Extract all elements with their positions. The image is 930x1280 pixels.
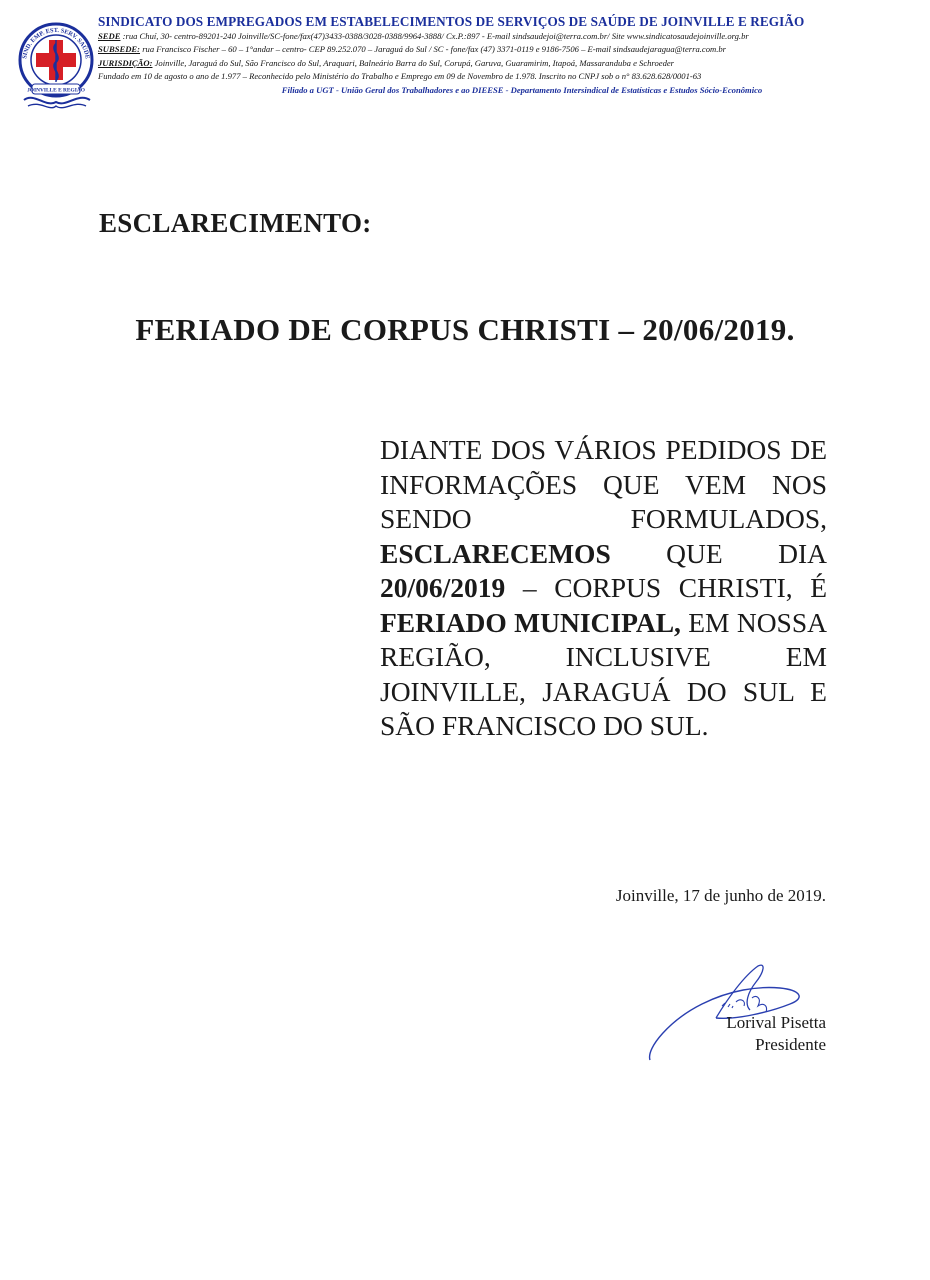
body-text-1: DIANTE DOS VÁRIOS PEDIDOS DE INFORMAÇÕES QUE VEM NOS SENDO FORMULADOS, [380, 434, 827, 534]
signature-block [726, 1012, 826, 1056]
document-heading: ESCLARECIMENTO: [99, 208, 372, 238]
subsede-label: SUBSEDE: [98, 44, 141, 55]
letterhead [14, 14, 914, 114]
subsede-line [98, 43, 916, 56]
jurisdicao-text: Joinville, Jaraguá do Sul, São Francisco do Sul, Araquari, Balneário Barra do Sul, Corupá, Garuva, Guaramirim, Itapoá, Massaranduba e Schroeder [154, 57, 675, 68]
document-body [380, 433, 827, 744]
filiado-line: Filiado a UGT - União Geral dos Trabalhadores e ao DIEESE - Departamento Intersindical de Estatísticas e Estudos Sócio-Econômico [281, 84, 763, 95]
body-bold-date: 20/06/2019 [380, 572, 506, 603]
signer-name: Lorival Pisetta [726, 1013, 826, 1032]
body-text-2: QUE DIA [610, 537, 827, 569]
letterhead-text [98, 14, 916, 97]
union-name: SINDICATO DOS EMPREGADOS EM ESTABELECIMENTOS DE SERVIÇOS DE SAÚDE DE JOINVILLE E REGIÃO [98, 14, 805, 29]
date-line: Joinville, 17 de junho de 2019. [615, 886, 826, 905]
sede-label: SEDE [98, 31, 121, 41]
signer-role: Presidente [755, 1035, 826, 1054]
jurisdicao-label: JURISDIÇÃO: [98, 57, 153, 68]
fundacao-line: Fundado em 10 de agosto o ano de 1.977 – Reconhecido pelo Ministério do Trabalho e Emprego em 09 de Novembro de 1.978. Inscrito no CNPJ sob o n° 83.628.628/0001-63 [98, 71, 702, 82]
union-seal-logo [16, 20, 98, 112]
seal-text-bottom: JOINVILLE E REGIÃO [27, 87, 85, 94]
body-text-3: – CORPUS CHRISTI, É [505, 572, 827, 603]
body-bold-esclarecemos: ESCLARECEMOS [380, 537, 611, 569]
body-bold-feriado: FERIADO MUNICIPAL, [380, 606, 681, 638]
sede-text: :rua Chuí, 30- centro-89201-240 Joinville/SC-fone/fax(47)3433-0388/3028-0388/9964-3888/ Cx.P.:897 - E-mail sindsaudejoi@terra.com.br/ Site www.sindicatosaudejoinville.org.br [122, 31, 749, 41]
body-text-4: EM NOSSA REGIÃO, INCLUSIVE EM JOINVILLE, JARAGUÁ DO SUL E SÃO FRANCISCO DO SUL. [380, 606, 827, 741]
sede-line [98, 30, 916, 43]
subsede-text: rua Francisco Fischer – 60 – 1°andar – centro- CEP 89.252.070 – Jaraguá do Sul / SC - fone/fax (47) 3371-0119 e 9186-7506 – E-mail sindsaudejaragua@terra.com.br [142, 44, 726, 55]
document-title: FERIADO DE CORPUS CHRISTI – 20/06/2019. [135, 312, 795, 347]
jurisdicao-line [98, 57, 916, 70]
seal-text-top: SIND. EMP. EST. SERV. SAÚDE [21, 26, 91, 60]
